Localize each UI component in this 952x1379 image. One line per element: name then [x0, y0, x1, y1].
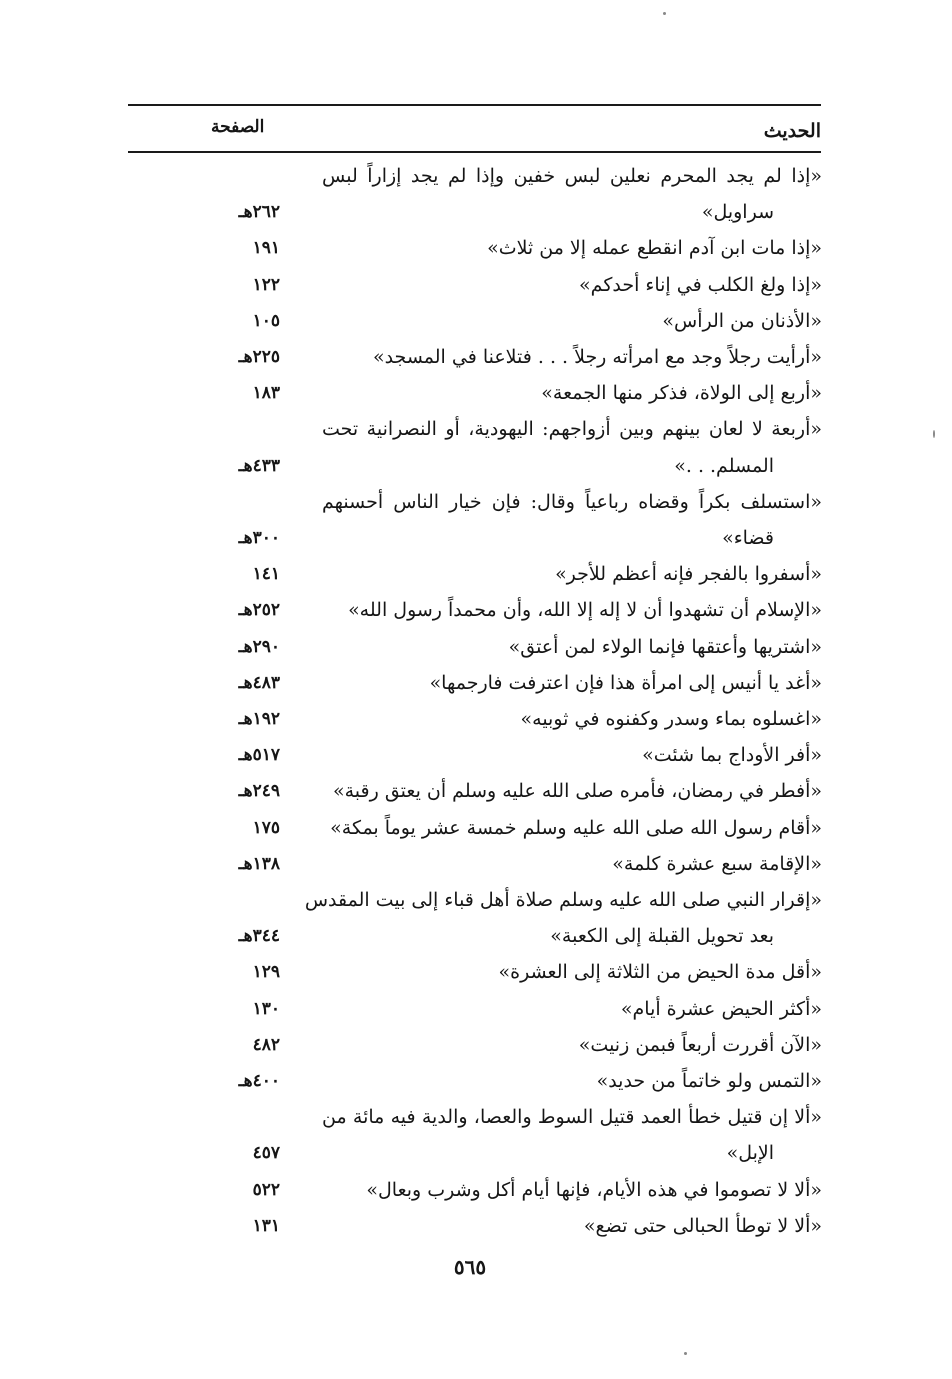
page-reference: ٣٤٤هـ — [238, 926, 280, 947]
hadith-text: «الإقامة سبع عشرة كلمة» — [612, 852, 822, 875]
index-entry — [0, 665, 952, 701]
hadith-text: «أفطر في رمضان، فأمره صلى الله عليه وسلم أن يعتق رقبة» — [332, 780, 822, 803]
page-reference: ٢٦٢هـ — [238, 202, 280, 223]
page-reference: ٢٢٥هـ — [238, 347, 280, 367]
page-reference: ١٣٠ — [252, 998, 280, 1019]
index-entry — [0, 230, 952, 266]
hadith-text: «أرأيت رجلاً وجد مع امرأته رجلاً . . . فتلاعنا في المسجد» — [372, 346, 822, 368]
index-entry — [0, 1172, 952, 1208]
hadith-text: «إقرار النبي صلى الله عليه وسلم صلاة أهل قباء إلى بيت المقدس — [304, 889, 822, 911]
page-reference: ١٣٨هـ — [238, 853, 280, 874]
page-reference: ٤٠٠هـ — [238, 1071, 280, 1091]
index-entry — [0, 158, 952, 230]
hadith-text-continuation: بعد تحويل القبلة إلى الكعبة» — [550, 925, 774, 948]
index-entry — [0, 267, 952, 303]
index-entry — [0, 411, 952, 483]
index-entry — [0, 484, 952, 556]
index-entry — [0, 810, 952, 846]
hadith-text-continuation: المسلم. . .» — [674, 454, 774, 477]
hadith-text: «أفر الأوداج بما شئت» — [642, 744, 822, 767]
hadith-text: «أقام رسول الله صلى الله عليه وسلم خمسة عشر يوماً بمكة» — [330, 816, 822, 839]
page-reference: ٥١٧هـ — [238, 745, 280, 766]
index-entry — [0, 1063, 952, 1099]
index-entry — [0, 737, 952, 773]
page-reference: ١٣١ — [252, 1215, 280, 1236]
hadith-text: «اغسلوه بماء وسدر وكفنوه في ثوبيه» — [520, 708, 822, 730]
index-entry — [0, 846, 952, 882]
page-reference: ٤٨٢ — [252, 1034, 280, 1055]
index-entry — [0, 303, 952, 339]
index-entry — [0, 701, 952, 737]
index-entry — [0, 592, 952, 628]
page-reference: ١٤١ — [252, 564, 280, 585]
hadith-column-header: الحديث — [763, 120, 821, 142]
hadith-text: «أغد يا أنيس إلى امرأة هذا فإن اعترفت فارجمها» — [429, 671, 822, 694]
page-reference: ١٩٢هـ — [238, 709, 280, 729]
hadith-text-continuation: سراويل» — [701, 201, 774, 224]
hadith-text: «ألا لا تصوموا في هذه الأيام، فإنها أيام أكل وشرب وبعال» — [366, 1178, 822, 1201]
index-entry — [0, 556, 952, 592]
index-entry — [0, 773, 952, 809]
page-reference: ١٧٥ — [252, 817, 280, 838]
page-reference: ٤٨٣هـ — [238, 672, 280, 693]
hadith-text-continuation: الإبل» — [726, 1142, 774, 1165]
index-entry — [0, 882, 952, 954]
index-entry — [0, 954, 952, 990]
page-reference: ٤٣٣هـ — [238, 455, 280, 476]
page-reference: ١٠٥ — [252, 310, 280, 331]
hadith-text: «الإسلام أن تشهدوا أن لا إله إلا الله، وأن محمداً رسول الله» — [348, 599, 822, 622]
hadith-text: «اشتريها وأعتقها فإنما الولاء لمن أعتق» — [508, 635, 822, 658]
hadith-text: «أكثر الحيض عشرة أيام» — [620, 997, 822, 1020]
hadith-text: «الآن أقررت أربعاً فبمن زنيت» — [578, 1033, 822, 1056]
scan-speck — [933, 430, 935, 438]
hadith-text: «التمس ولو خاتماً من حديد» — [596, 1070, 822, 1092]
hadith-text: «أقل مدة الحيض من الثلاثة إلى العشرة» — [498, 961, 822, 984]
hadith-text: «إذا مات ابن آدم انقطع عمله إلا من ثلاث» — [487, 237, 822, 260]
top-rule — [128, 104, 821, 106]
index-entry — [0, 1099, 952, 1171]
page-reference: ٢٩٠هـ — [238, 636, 280, 657]
hadith-text: «أربع إلى الولاة، فذكر منها الجمعة» — [541, 382, 822, 405]
page-reference: ١٢٩ — [252, 962, 280, 983]
index-entry — [0, 375, 952, 411]
hadith-text: «استسلف بكراً وقضاه رباعياً وقال: فإن خيار الناس أحسنهم — [322, 490, 822, 513]
page-number: ٥٦٥ — [453, 1255, 487, 1279]
header-rule — [128, 151, 821, 153]
hadith-text: «أربعة لا لعان بينهم وبين أزواجهم: اليهودية، أو النصرانية تحت — [322, 418, 822, 441]
index-entry — [0, 629, 952, 665]
page-reference: ٥٢٢ — [252, 1179, 280, 1200]
page-column-header: الصفحة — [211, 117, 265, 137]
index-entry — [0, 339, 952, 375]
hadith-text: «إذا ولغ الكلب في إناء أحدكم» — [579, 273, 822, 296]
page-reference: ١٨٣ — [252, 383, 280, 404]
index-entry — [0, 1027, 952, 1063]
hadith-text-continuation: قضاء» — [722, 526, 774, 549]
hadith-text: «إذا لم يجد المحرم نعلين لبس خفين وإذا لم يجد إزاراً لبس — [322, 165, 822, 187]
page-reference: ٢٥٢هـ — [238, 600, 280, 621]
page-reference: ١٩١ — [252, 238, 280, 259]
scan-speck — [684, 1352, 687, 1355]
hadith-text: «الأذنان من الرأس» — [662, 309, 822, 332]
page-reference: ١٢٢ — [252, 274, 280, 295]
page-reference: ٣٠٠هـ — [238, 527, 280, 548]
hadith-text: «ألا لا توطأ الحبالى حتى تضع» — [583, 1214, 822, 1237]
hadith-text: «ألا إن قتيل خطأ العمد قتيل السوط والعصا، والدية فيه مائة من — [322, 1106, 822, 1129]
page-reference: ٤٥٧ — [252, 1143, 280, 1164]
page-reference: ٢٤٩هـ — [238, 781, 280, 802]
hadith-text: «أسفروا بالفجر فإنه أعظم للأجر» — [555, 563, 822, 586]
scan-speck — [663, 12, 666, 15]
index-entry — [0, 991, 952, 1027]
index-entry — [0, 1208, 952, 1244]
